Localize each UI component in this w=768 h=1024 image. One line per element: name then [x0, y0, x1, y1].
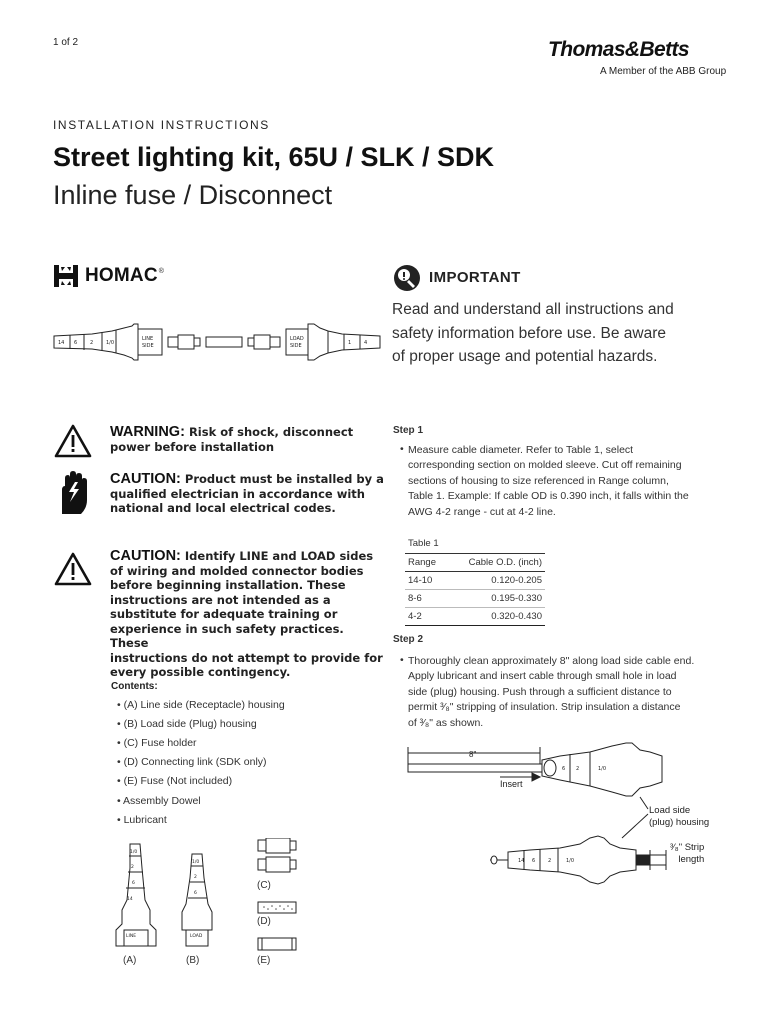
svg-text:6: 6	[74, 340, 78, 346]
parts-contents-drawing	[110, 838, 320, 974]
table-cell: 14-10	[405, 571, 447, 589]
brand-tagline: A Member of the ABB Group	[600, 66, 727, 77]
document-type-label: INSTALLATION INSTRUCTIONS	[53, 118, 270, 132]
svg-text:6: 6	[132, 881, 135, 886]
table-cell: 4-2	[405, 607, 447, 625]
svg-text:2: 2	[131, 865, 134, 870]
svg-text:LOAD: LOAD	[190, 934, 203, 939]
warning-triangle-icon	[54, 552, 92, 586]
contents-item: • (A) Line side (Receptacle) housing	[117, 699, 285, 711]
svg-text:1/0: 1/0	[130, 850, 138, 855]
svg-text:14: 14	[58, 340, 65, 346]
step-1-line: Table 1. Example: If cable OD is 0.390 inch, it falls within the	[408, 490, 689, 503]
step-1-heading: Step 1	[393, 425, 424, 436]
svg-text:LOAD: LOAD	[290, 336, 304, 342]
caution-lead: CAUTION:	[110, 471, 181, 487]
homac-logo-icon	[53, 264, 79, 288]
table-cell: 0.120-0.205	[447, 571, 545, 589]
table-row	[405, 571, 545, 589]
caution-line: national and local electrical codes.	[110, 501, 336, 515]
contents-heading: Contents:	[111, 681, 158, 692]
figure-label-e: (E)	[257, 955, 271, 966]
svg-text:SIDE: SIDE	[290, 343, 302, 349]
svg-text:1: 1	[348, 340, 352, 346]
step-1-line: Measure cable diameter. Refer to Table 1, select	[408, 444, 634, 456]
important-line: of proper usage and potential hazards.	[392, 348, 658, 365]
step-1-text	[408, 443, 728, 520]
step-2-line: Thoroughly clean approximately 8" along load side cable end.	[408, 655, 695, 667]
svg-text:2: 2	[576, 766, 580, 772]
dimension-label: 8"	[469, 750, 477, 759]
svg-text:1/0: 1/0	[106, 340, 115, 346]
step-2-line: side (plug) housing. Push through a sufficient distance to	[408, 685, 672, 698]
svg-text:14: 14	[518, 858, 525, 864]
brand-logo: Thomas&Betts	[548, 38, 689, 61]
page-number: 1 of 2	[53, 37, 79, 48]
svg-text:LINE: LINE	[142, 336, 154, 342]
step-2-line: of ³⁄₈" as shown.	[408, 716, 484, 729]
document-subtitle: Inline fuse / Disconnect	[53, 180, 333, 210]
svg-text:SIDE: SIDE	[142, 343, 154, 349]
table-caption: Table 1	[405, 535, 545, 553]
caution-line: qualified electrician in accordance with	[110, 486, 365, 501]
contents-item: • Assembly Dowel	[117, 795, 201, 807]
svg-text:4: 4	[364, 340, 368, 346]
bullet-marker: •	[400, 654, 404, 666]
caution-line: before beginning installation. These	[110, 578, 346, 592]
contents-item: • (E) Fuse (Not included)	[117, 775, 233, 787]
svg-text:2: 2	[90, 340, 94, 346]
warning-lead: WARNING:	[110, 424, 185, 440]
table-header-row	[405, 553, 545, 571]
parts-assembly-drawing	[52, 320, 382, 365]
step-1-line: corresponding section on molded sleeve. Cut off remaining	[408, 459, 682, 472]
figure-label-a: (A)	[123, 955, 137, 966]
cable-range-table	[405, 535, 545, 626]
contents-item: • (C) Fuse holder	[117, 737, 197, 749]
caution-line: Product must be installed by a	[184, 472, 384, 486]
svg-text:6: 6	[562, 766, 566, 772]
warning-triangle-icon	[54, 424, 92, 458]
table-row	[405, 589, 545, 607]
warning-line: Risk of shock, disconnect	[188, 425, 354, 439]
important-heading: IMPORTANT	[429, 269, 521, 286]
caution-line: instructions do not attempt to provide for	[110, 650, 383, 665]
svg-text:2: 2	[194, 875, 197, 880]
important-line: safety information before use. Be aware	[392, 324, 666, 342]
figure-label-d: (D)	[257, 916, 271, 927]
step-2-line: Apply lubricant and insert cable through small hole in load	[408, 670, 677, 683]
contents-item: • Lubricant	[117, 814, 167, 826]
contents-item: • (D) Connecting link (SDK only)	[117, 756, 267, 768]
table-row	[405, 607, 545, 625]
caution-line: substitute for adequate training or	[110, 607, 338, 621]
svg-text:14: 14	[127, 897, 133, 902]
svg-text:2: 2	[548, 858, 552, 864]
figure-label-c: (C)	[257, 880, 271, 891]
load-side-housing-label: Load side (plug) housing	[649, 805, 710, 828]
svg-text:LINE: LINE	[126, 934, 137, 939]
homac-logo-text: HOMAC	[85, 265, 158, 286]
svg-text:1/0: 1/0	[192, 860, 200, 865]
svg-text:1/0: 1/0	[566, 858, 575, 864]
step-2-line: permit ³⁄₈" stripping of insulation. Strip insulation a distance	[408, 701, 681, 714]
svg-text:6: 6	[194, 891, 197, 896]
important-line: Read and understand all instructions and	[392, 301, 674, 318]
table-cell: 0.195-0.330	[447, 589, 545, 607]
caution-line: instructions are not intended as a	[110, 592, 331, 607]
step-2-heading: Step 2	[393, 634, 424, 645]
warning-line: power before installation	[110, 439, 275, 454]
caution-qualified-electrician	[110, 472, 385, 516]
step-1-line: AWG 4-2 range - cut at 4-2 line.	[408, 505, 556, 518]
homac-logo	[53, 264, 164, 288]
insert-label: Insert	[500, 779, 523, 789]
table-cell: 8-6	[405, 589, 447, 607]
bullet-marker: •	[400, 443, 404, 455]
caution-line: experience in such safety practices. These	[110, 621, 344, 650]
caution-line: of wiring and molded connector bodies	[110, 563, 364, 578]
svg-text:1/0: 1/0	[598, 766, 607, 772]
caution-line: every possible contingency.	[110, 665, 291, 679]
electric-hazard-hand-icon	[57, 470, 89, 516]
warning-shock	[110, 425, 380, 454]
strip-length-label: ³⁄₈" Strip length	[670, 842, 705, 865]
document-title: Street lighting kit, 65U / SLK / SDK	[53, 142, 495, 172]
safety-info-icon	[393, 264, 421, 292]
important-text	[392, 298, 722, 369]
step-2-text	[408, 654, 733, 731]
table-header-range: Range	[405, 553, 447, 571]
table-cell: 0.320-0.430	[447, 607, 545, 625]
caution-lead: CAUTION:	[110, 548, 181, 564]
contents-item: • (B) Load side (Plug) housing	[117, 718, 257, 730]
caution-identify-sides	[110, 549, 385, 680]
svg-text:6: 6	[532, 858, 536, 864]
figure-label-b: (B)	[186, 955, 200, 966]
caution-line: Identify LINE and LOAD sides	[184, 549, 374, 563]
step-1-line: sections of housing to size referenced in Range column,	[408, 474, 669, 487]
registered-mark: ®	[158, 267, 164, 275]
table-header-od: Cable O.D. (inch)	[447, 553, 545, 571]
